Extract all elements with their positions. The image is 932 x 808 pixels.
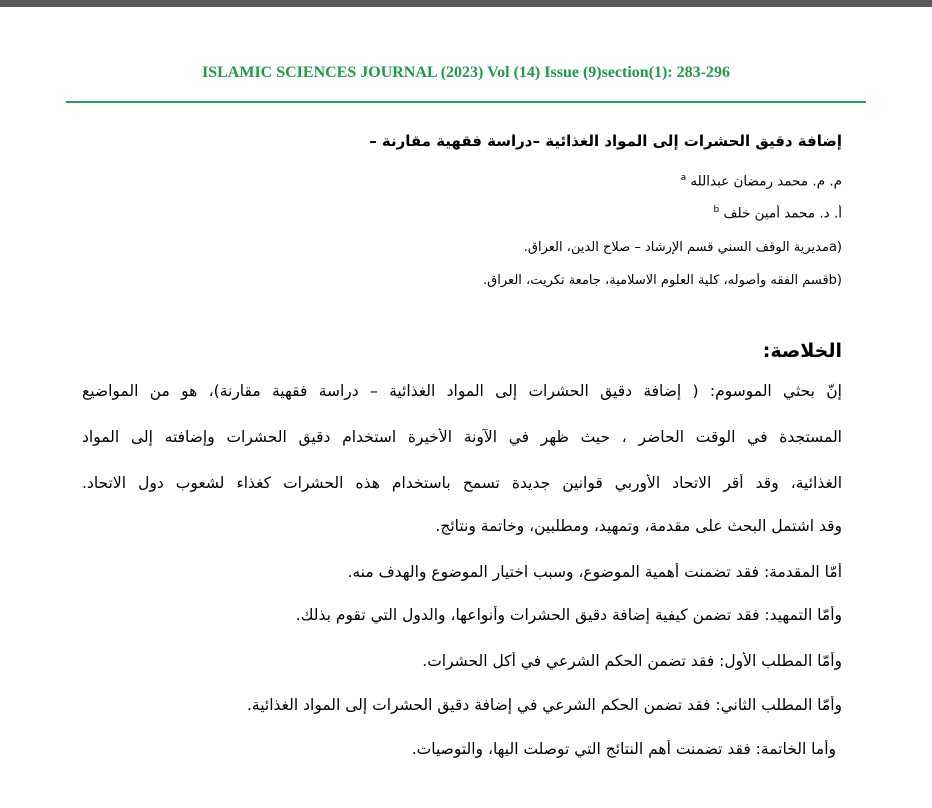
author-1-name: م. م. محمد رمضان عبدالله	[690, 173, 842, 190]
abstract-line: أمّا المقدمة: فقد تضمنت أهمية الموضوع، وسبب اختيار الموضوع والهدف منه.	[347, 563, 842, 581]
top-border	[0, 0, 932, 7]
abstract-line: الغذائية، وقد أقر الاتحاد الأوربي قوانين جديدة تسمح باستخدام هذه الحشرات كغذاء لشعوب دول الاتحاد.	[82, 474, 842, 492]
affiliation-a	[82, 240, 842, 255]
abstract-line: إنّ بحثي الموسوم: ( إضافة دقيق الحشرات إلى المواد الغذائية – دراسة فقهية مقارنة)، هو من المواضيع	[82, 382, 842, 400]
abstract-line: وأمّا المطلب الثاني: فقد تضمن الحكم الشرعي في إضافة دقيق الحشرات إلى المواد الغذائية.	[247, 696, 842, 714]
author-1	[82, 173, 842, 190]
abstract-line: المستجدة في الوقت الحاضر ، حيث ظهر في الآونة الأخيرة استخدام دقيق الحشرات وإضافته إلى المواد	[82, 428, 842, 446]
affiliation-b-text: قسم الفقه وأصوله، كلية العلوم الاسلامية، جامعة تكريت، العراق.	[483, 273, 829, 288]
author-2	[82, 205, 842, 222]
journal-header: ISLAMIC SCIENCES JOURNAL (2023) Vol (14) Issue (9)section(1): 283-296	[201, 64, 731, 81]
header-divider	[66, 101, 866, 103]
affiliation-a-text: مديرية الوقف السني قسم الإرشاد – صلاح الدين، العراق.	[523, 240, 829, 255]
abstract-line: وأمّا التمهيد: فقد تضمن كيفية إضافة دقيق الحشرات وأنواعها، والدول التي تقوم بذلك.	[295, 606, 842, 624]
abstract-line: وأما الخاتمة: فقد تضمنت أهم النتائج التي توصلت اليها، والتوصيات.	[411, 740, 836, 758]
affiliation-b	[82, 273, 842, 288]
author-2-name: أ. د. محمد أمين خلف	[723, 205, 842, 222]
author-1-marker: a	[680, 173, 687, 183]
abstract-line: وأمّا المطلب الأول: فقد تضمن الحكم الشرعي في أكل الحشرات.	[422, 652, 842, 670]
affiliation-a-marker: a)	[828, 240, 842, 255]
abstract-heading: الخلاصة:	[762, 340, 842, 362]
affiliation-b-marker: b)	[828, 273, 842, 288]
abstract-line: وقد اشتمل البحث على مقدمة، وتمهيد، ومطلبين، وخاتمة ونتائج.	[435, 517, 842, 535]
article-title: إضافة دقيق الحشرات إلى المواد الغذائية –دراسة فقهية مقارنة –	[369, 132, 842, 150]
author-2-marker: b	[713, 205, 720, 215]
